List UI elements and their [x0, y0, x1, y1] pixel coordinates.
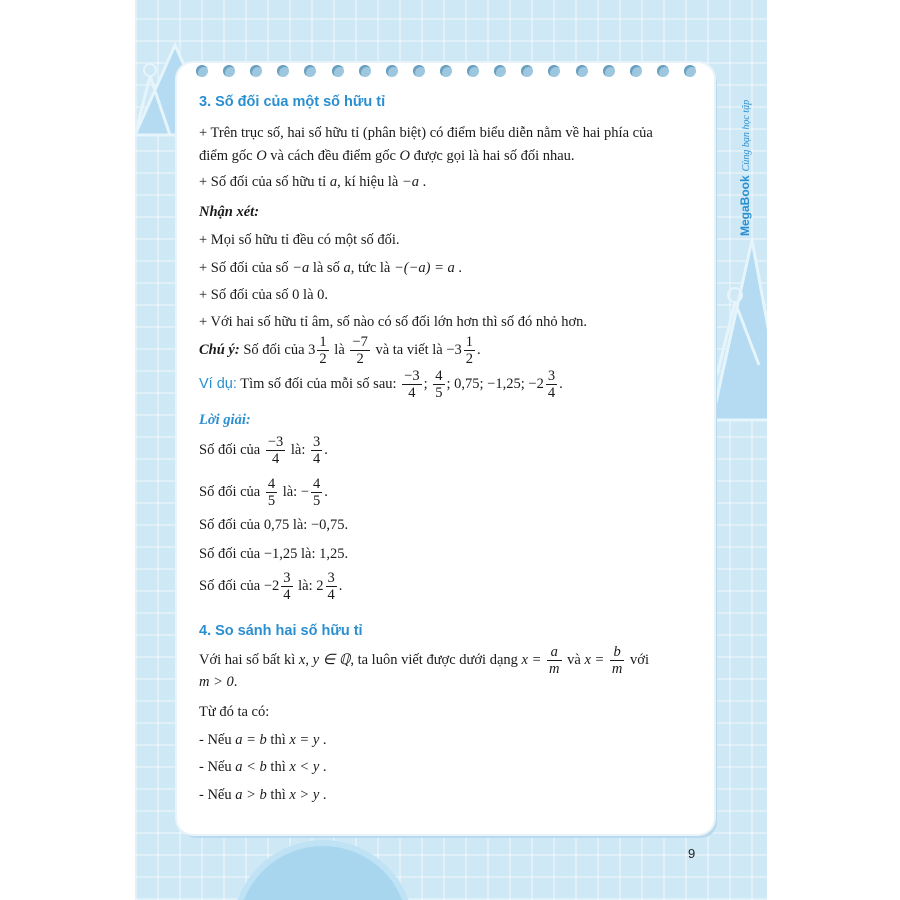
text: Số đối của [199, 483, 261, 500]
math: 1,25 [319, 546, 345, 562]
text: là: [290, 441, 306, 458]
denominator: 2 [356, 351, 364, 367]
fraction [350, 334, 369, 367]
math: a = b [235, 732, 267, 748]
fraction [311, 434, 322, 467]
numerator: 4 [313, 476, 321, 492]
text: + Số đối của số [199, 260, 289, 276]
math: 2 [316, 577, 324, 594]
text: được gọi là hai số đối nhau. [413, 148, 575, 164]
binder-hole [196, 65, 208, 77]
binder-hole [304, 65, 316, 77]
compass-decoration-right [707, 235, 767, 425]
section-4-paragraph-1 [199, 644, 649, 677]
denominator: 4 [283, 587, 291, 603]
denominator: 5 [313, 493, 321, 509]
fraction [546, 368, 557, 401]
binder-hole [332, 65, 344, 77]
text: . [324, 441, 328, 458]
numerator: a [547, 644, 561, 661]
denominator: 5 [435, 385, 443, 401]
text: . [322, 787, 327, 803]
numerator: 1 [319, 334, 327, 350]
text: - Nếu [199, 787, 232, 803]
numerator: 4 [435, 368, 443, 384]
text: là [334, 341, 345, 358]
denominator: 2 [319, 351, 327, 367]
remark-label: Nhận xét: [199, 204, 260, 220]
text: Số đối của [243, 341, 305, 358]
math: x = y [289, 732, 320, 748]
denominator: 4 [408, 385, 416, 401]
math: m > 0 [199, 674, 234, 690]
remark-3: + Số đối của số 0 là 0. [199, 287, 328, 303]
denominator: 4 [547, 385, 556, 401]
condition-1 [199, 730, 327, 750]
math: −0,75 [310, 517, 345, 533]
fraction [311, 476, 322, 509]
solution-line-2 [199, 476, 328, 509]
math: a [343, 260, 351, 276]
math: −1,25 [263, 546, 298, 562]
fraction [317, 334, 328, 367]
binder-hole [684, 65, 696, 77]
numerator: −3 [267, 434, 284, 450]
text: , ta luôn viết được dưới dạng [350, 651, 518, 668]
math: x = [521, 651, 542, 668]
math: −(−a) = a [394, 260, 455, 276]
brand-tagline: Cùng bạn học tập [741, 99, 752, 172]
fraction [547, 644, 561, 677]
math: a < b [235, 759, 267, 775]
fraction [433, 368, 444, 401]
math: x = [584, 651, 605, 668]
denominator: 2 [465, 351, 473, 367]
binder-hole [413, 65, 425, 77]
math: 0,75 [263, 517, 290, 533]
text: . [458, 260, 463, 276]
text: . [477, 341, 481, 358]
condition-2 [199, 757, 327, 777]
text: thì [270, 732, 286, 748]
fraction [266, 434, 285, 467]
paragraph-1a: + Trên trục số, hai số hữu tỉ (phân biệt) có điểm biểu diễn nằm về hai phía của [199, 125, 653, 141]
paragraph-1b [199, 146, 575, 166]
text: là: [292, 517, 308, 533]
fraction [281, 570, 292, 603]
protractor-decoration [232, 840, 414, 900]
fraction [266, 476, 277, 509]
text: và cách đều điểm gốc [270, 148, 396, 164]
binder-hole [467, 65, 479, 77]
text: + Số đối của số hữu tỉ [199, 174, 327, 190]
solution-line-4 [199, 544, 348, 564]
text: thì [270, 759, 286, 775]
fraction [464, 334, 475, 367]
numerator: 3 [283, 570, 291, 586]
text: điểm gốc [199, 148, 253, 164]
text: với [630, 651, 649, 668]
math-a: a [329, 174, 338, 190]
binder-hole [548, 65, 560, 77]
math: a > b [235, 787, 267, 803]
solution-label: Lời giải: [199, 412, 251, 428]
section-4-paragraph-1b [199, 672, 237, 692]
binder-hole [277, 65, 289, 77]
text: − [300, 483, 310, 500]
text: - Nếu [199, 732, 232, 748]
text: thì [270, 787, 286, 803]
remark-1: + Mọi số hữu tỉ đều có một số đối. [199, 232, 400, 248]
binder-hole [440, 65, 452, 77]
binder-holes [196, 65, 696, 79]
section-4-paragraph-2: Từ đó ta có: [199, 704, 270, 720]
numerator: 3 [313, 434, 321, 450]
numerator: 3 [547, 368, 556, 384]
binder-hole [223, 65, 235, 77]
denominator: 5 [267, 493, 276, 509]
solution-line-5 [199, 570, 342, 603]
binder-hole [386, 65, 398, 77]
remark-4: + Với hai số hữu tỉ âm, số nào có số đối lớn hơn thì số đó nhỏ hơn. [199, 314, 587, 330]
math: x > y [289, 787, 320, 803]
page-number: 9 [688, 846, 696, 861]
numerator: 4 [267, 476, 276, 492]
brand-logo [738, 100, 752, 236]
paragraph-2 [199, 172, 426, 192]
fraction [326, 570, 337, 603]
binder-hole [250, 65, 262, 77]
solution-line-1 [199, 434, 328, 467]
binder-hole [521, 65, 533, 77]
example: Ví dụ: Tìm số đối của mỗi số sau: $\frac{-3}{4}$ ; $\frac{4}{5}$ ; 0,75; −1,25; −2 $\frac{3}{4}$ . [199, 368, 563, 401]
text: Với hai số bất kì [199, 651, 296, 668]
text: , kí hiệu là [337, 174, 399, 190]
text: là: [298, 577, 313, 594]
math-O: O [256, 148, 267, 164]
denominator: m [549, 661, 560, 677]
binder-hole [603, 65, 615, 77]
denominator: 4 [271, 451, 280, 467]
denominator: m [611, 661, 623, 677]
note [199, 334, 481, 367]
text: là: [301, 546, 316, 562]
text: . [344, 517, 349, 533]
numerator: 1 [465, 334, 473, 350]
text: . [559, 375, 563, 392]
text: và [567, 651, 581, 668]
numerator: 3 [327, 570, 335, 586]
text: là số [312, 260, 340, 276]
text: . [324, 483, 328, 500]
binder-hole [576, 65, 588, 77]
denominator: 4 [313, 451, 321, 467]
remark-2 [199, 258, 462, 278]
math-O: O [399, 148, 411, 164]
brand-name: MegaBook [738, 175, 752, 236]
numerator: −7 [352, 334, 368, 350]
text: và ta viết là [375, 341, 443, 358]
text: Số đối của [199, 517, 261, 533]
math: x < y [289, 759, 320, 775]
example-label: Ví dụ: [199, 375, 237, 392]
text: . [322, 732, 327, 748]
numerator: b [610, 644, 624, 661]
text: . [344, 546, 349, 562]
section-4-title: 4. So sánh hai số hữu tỉ [199, 623, 363, 639]
text: . [422, 174, 427, 190]
text: Số đối của [199, 546, 261, 562]
numerator: −3 [404, 368, 420, 384]
note-label: Chú ý: [199, 341, 240, 358]
math: 3 [308, 341, 316, 358]
text: . [233, 674, 238, 690]
denominator: 4 [327, 587, 335, 603]
text: ; 0,75; −1,25; −2 [446, 375, 544, 392]
text: - Nếu [199, 759, 232, 775]
text: . [322, 759, 327, 775]
binder-hole [630, 65, 642, 77]
section-3-title: 3. Số đối của một số hữu tỉ [199, 94, 386, 110]
math: −a [292, 260, 310, 276]
text: , tức là [350, 260, 391, 276]
math: −3 [446, 341, 462, 358]
fraction [610, 644, 624, 677]
text: là: [282, 483, 298, 500]
text: Số đối của [199, 441, 261, 458]
text: . [338, 577, 343, 594]
text: Tìm số đối của mỗi số sau: [240, 375, 397, 392]
solution-line-3 [199, 515, 348, 535]
binder-hole [359, 65, 371, 77]
math: −2 [263, 577, 280, 594]
math: x, y ∈ ℚ [298, 651, 351, 668]
binder-hole [657, 65, 669, 77]
text: Số đối của [199, 577, 261, 594]
condition-3 [199, 785, 327, 805]
fraction [402, 368, 421, 401]
binder-hole [494, 65, 506, 77]
math-neg-a: −a [401, 174, 419, 190]
